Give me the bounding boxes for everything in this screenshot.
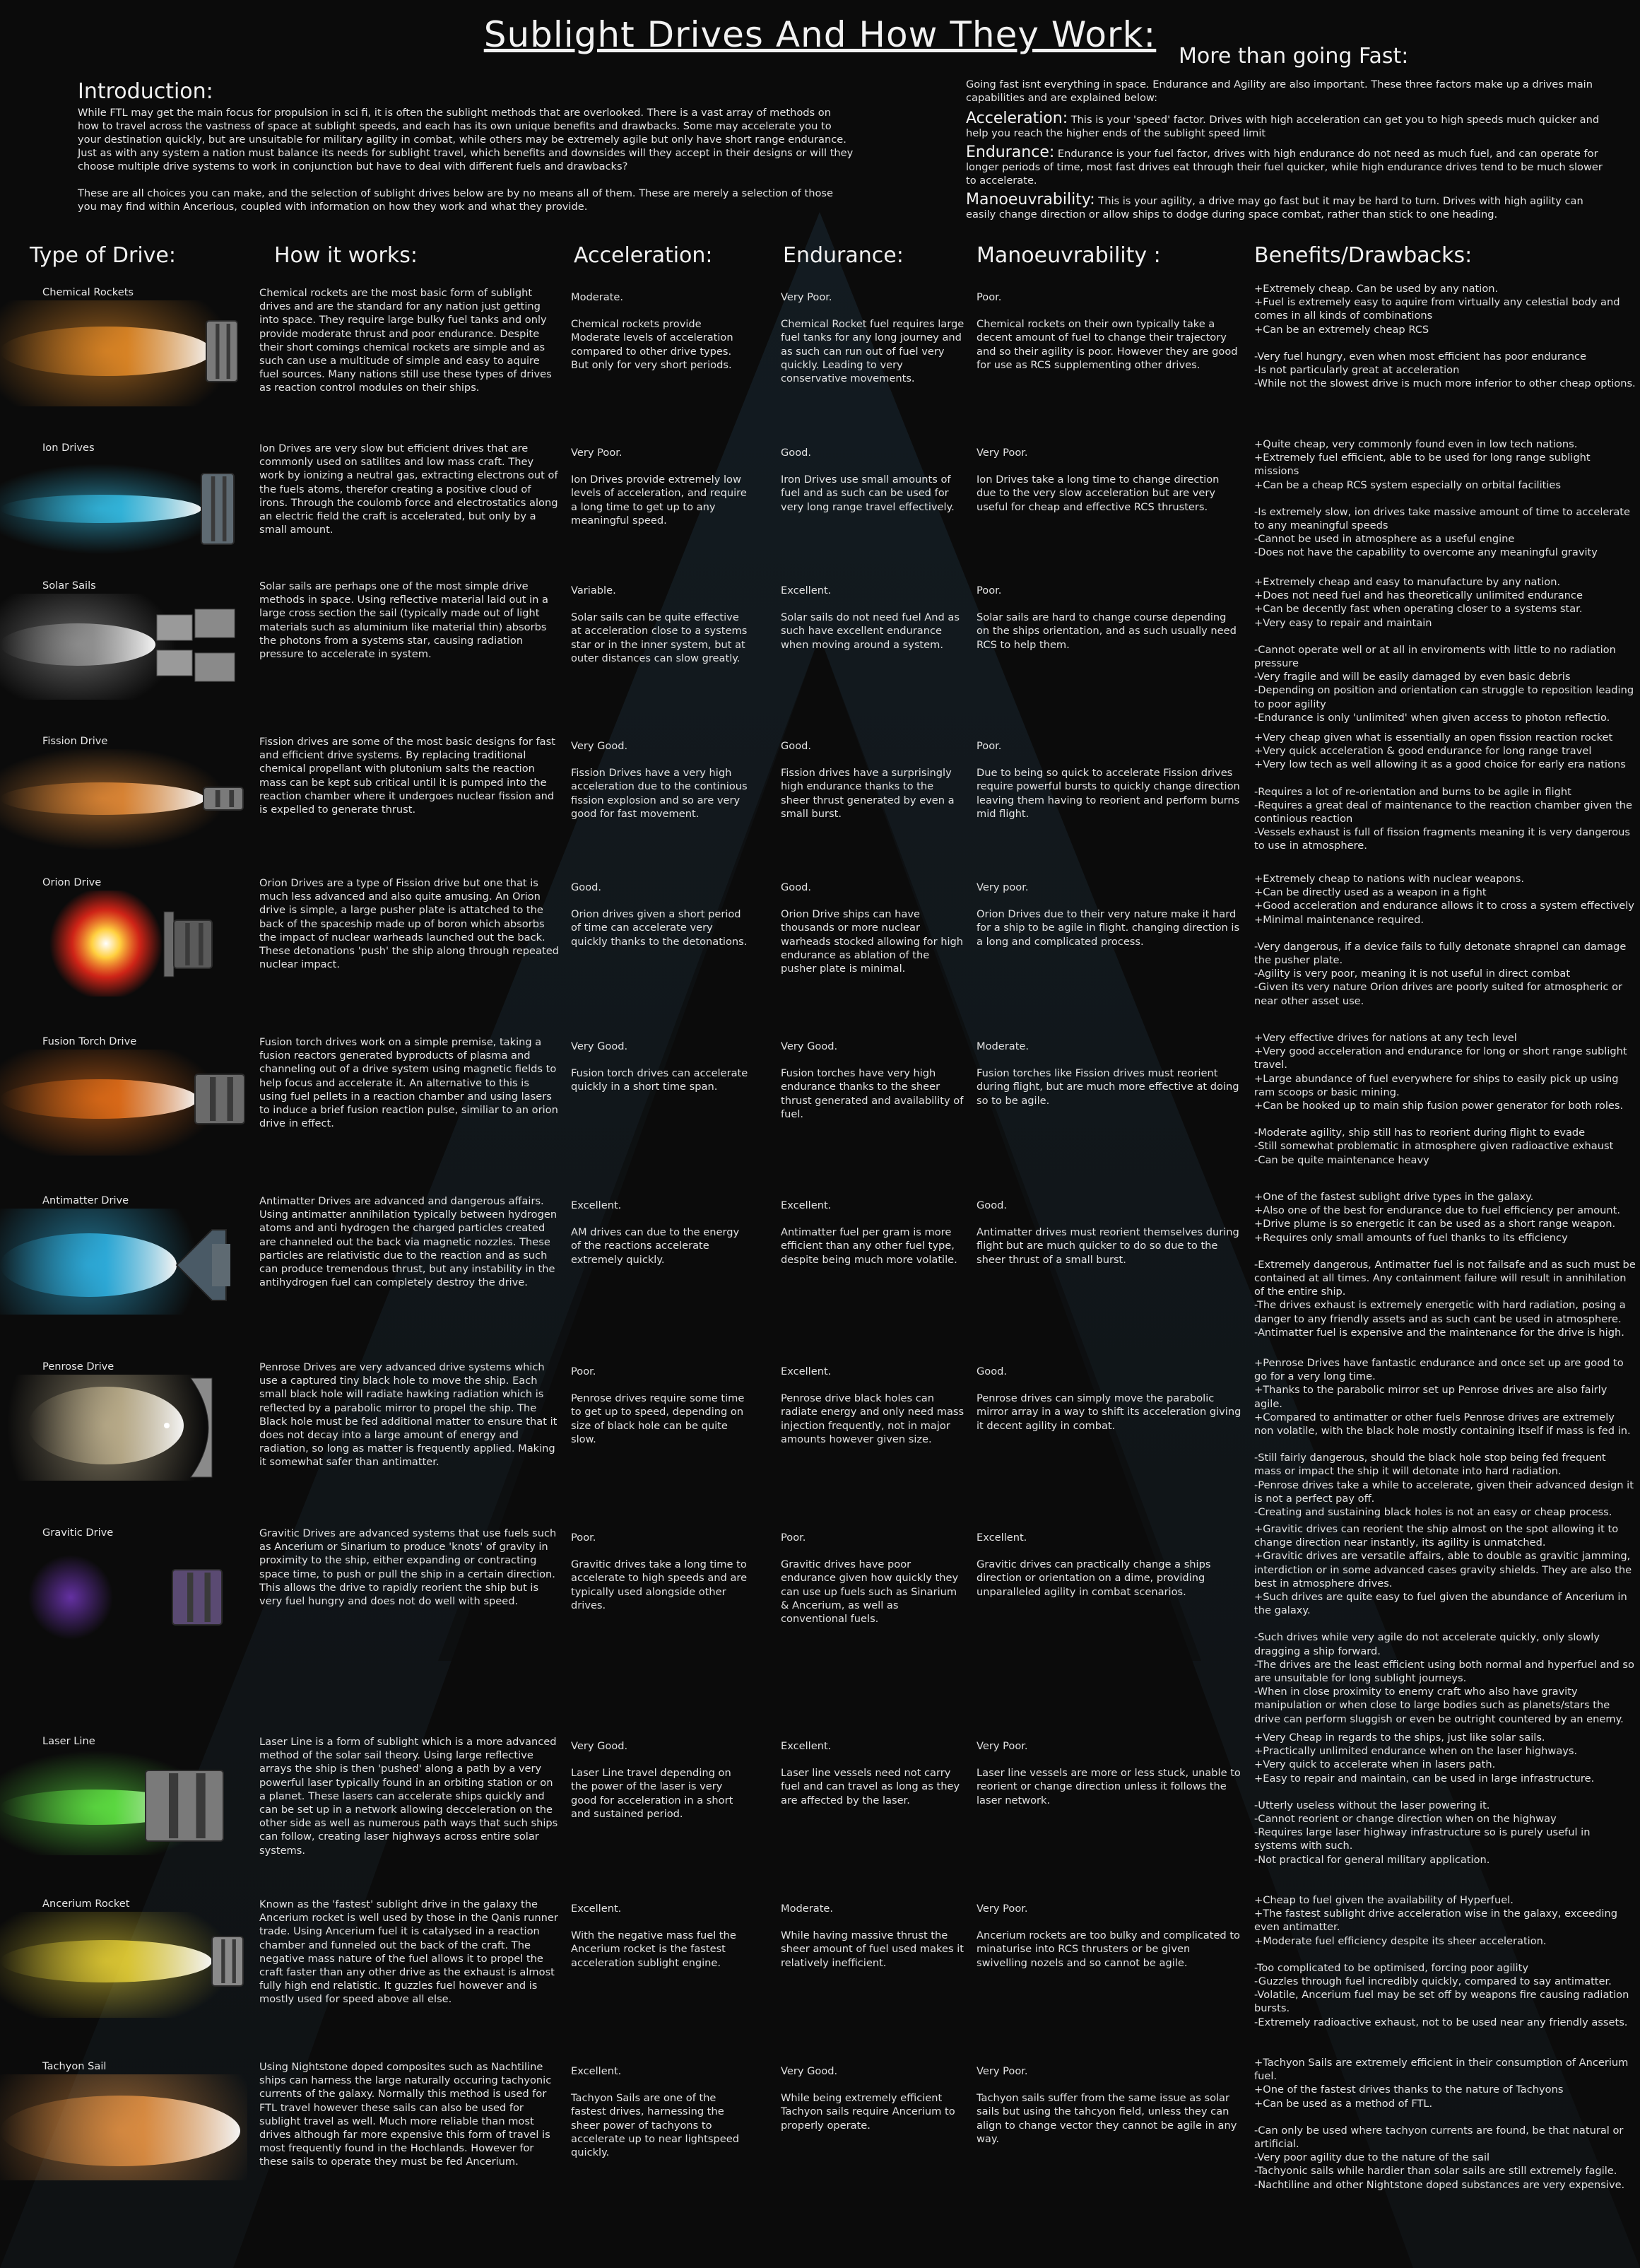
rating-explanation: While having massive thrust the sheer amount of fuel used makes it relatively inefficient. bbox=[781, 1929, 964, 1969]
drawback-item: -Tachyonic sails while hardier than solar sails are still extremely fagile. bbox=[1254, 2165, 1617, 2178]
endurance-cell bbox=[781, 1040, 964, 1121]
manoeuvrability-cell bbox=[977, 446, 1241, 514]
manoeuvrability-cell bbox=[977, 584, 1241, 652]
drawback-item: -Can only be used where tachyon currents are found, be that natural or artificial. bbox=[1254, 2124, 1624, 2151]
spacer bbox=[1254, 1617, 1636, 1631]
manoeuvrability-cell bbox=[977, 1365, 1241, 1433]
rating-label: Very Poor. bbox=[977, 2065, 1028, 2077]
rating-explanation: Solar sails do not need fuel And as such have excellent endurance when moving around a system. bbox=[781, 611, 960, 651]
how-it-works-text: Antimatter Drives are advanced and dangerous affairs. Using antimatter annihilation typically between hydrogen atoms and anti hydrogen the charged particles created are channeled out the back via magnetic nozzles. These particles are relativistic due to the reaction and as such can produce tremendous thrust, but any instability in the antihydrogen fuel can completely destroy the drive. bbox=[259, 1195, 558, 1289]
fact-manoeuvrability bbox=[966, 193, 1616, 221]
drawback-item: -Can be quite maintenance heavy bbox=[1254, 1153, 1429, 1166]
spacer bbox=[1254, 772, 1636, 785]
manoeuvrability-cell bbox=[977, 2064, 1241, 2146]
rating-explanation: Laser Line travel depending on the power of the laser is very good for acceleration in a short and sustained period. bbox=[571, 1767, 733, 1820]
drive-name: Antimatter Drive bbox=[42, 1194, 129, 1206]
column-header-benefits: Benefits/Drawbacks: bbox=[1254, 243, 1473, 268]
fact-manoeuvrability-name: Manoeuvrability: bbox=[966, 191, 1095, 208]
endurance-cell bbox=[781, 290, 964, 385]
drive-name: Fusion Torch Drive bbox=[42, 1035, 137, 1047]
benefit-item: +Gravitic drives can reorient the ship almost on the spot allowing it to change direction near instantly, its agility is unmatched. bbox=[1254, 1523, 1619, 1549]
drawback-item: -Not practical for general military application. bbox=[1254, 1853, 1490, 1866]
intro-paragraph-2: These are all choices you can make, and the selection of sublight drives below are by no means all of them. These are merely a selection of those you may find within Ancerious, coupled with information on how they work and what they provide. bbox=[78, 187, 833, 213]
drive-illustration-antimatter bbox=[0, 1209, 247, 1315]
rating-label: Poor. bbox=[977, 740, 1002, 752]
drawback-item: -Extremely radioactive exhaust, not to be used near any friendly assets. bbox=[1254, 2016, 1628, 2028]
rating-explanation: Penrose drives require some time to get up to speed, depending on size of black hole can be quite slow. bbox=[571, 1392, 745, 1445]
drive-name: Laser Line bbox=[42, 1735, 95, 1747]
endurance-cell bbox=[781, 1365, 964, 1446]
endurance-cell bbox=[781, 1902, 964, 1970]
rating-label: Good. bbox=[977, 1365, 1008, 1377]
endurance-cell bbox=[781, 1199, 964, 1267]
drive-svg bbox=[0, 1541, 247, 1647]
manoeuvrability-cell bbox=[977, 290, 1241, 372]
endurance-cell bbox=[781, 2064, 964, 2132]
how-it-works-text: Fusion torch drives work on a simple premise, taking a fusion reactors generated byproducts of plasma and channeling out of a drive system using magnetic fields to help focus and accelerate it. An alternative to this is using fuel pellets in a reaction chamber and using lasers to induce a brief fusion reaction pulse, similiar to an orion drive in effect. bbox=[259, 1036, 558, 1130]
how-it-works-text: Ion Drives are very slow but efficient drives that are commonly used on satilites and low mass craft. They work by ionizing a neutral gas, extracting electrons out of the fuels atoms, therefor creating a positive cloud of irons. Through the coulomb force and electrostatics along an electric field the craft is accelerated, but only by a small amount. bbox=[259, 442, 558, 536]
benefit-item: +Very Cheap in regards to the ships, just like solar sails. bbox=[1254, 1732, 1545, 1744]
spacer bbox=[1254, 2110, 1636, 2124]
acceleration-cell bbox=[571, 1040, 751, 1094]
drawback-item: -Vessels exhaust is full of fission fragments meaning it is very dangerous to use in atmosphere. bbox=[1254, 826, 1631, 852]
how-it-works-text: Penrose Drives are very advanced drive systems which use a captured tiny black hole to move the ship. Each small black hole will radiate hawking radiation which is reflected by a parabolic mirror to propel the ship. The Black hole must be fed additional matter to ensure that it does not decay into a large amount of energy and radiation, so long as matter is frequently applied. Making it somewhat safer than antimatter. bbox=[259, 1361, 558, 1469]
rating-label: Excellent. bbox=[781, 584, 832, 597]
rating-label: Good. bbox=[781, 740, 812, 752]
rating-explanation: Fusion torches have very high endurance thanks to the sheer thrust generated and availability of fuel. bbox=[781, 1067, 964, 1120]
rating-label: Excellent. bbox=[781, 1740, 832, 1752]
drawback-item: -Cannot reorient or change direction when on the highway bbox=[1254, 1813, 1557, 1826]
rating-label: Excellent. bbox=[781, 1199, 832, 1211]
benefit-item: +Very quick to accelerate when in lasers path. bbox=[1254, 1758, 1496, 1771]
benefits-drawbacks-cell bbox=[1254, 437, 1636, 560]
rating-label: Good. bbox=[781, 447, 812, 459]
rating-explanation: Penrose drives can simply move the parabolic mirror array in a way to shift its acceleration giving it decent agility in combat. bbox=[977, 1392, 1241, 1432]
spacer bbox=[1254, 1245, 1636, 1258]
rating-label: Very poor. bbox=[977, 881, 1029, 893]
rating-label: Moderate. bbox=[571, 291, 624, 303]
benefit-item: +Tachyon Sails are extremely efficient in their consumption of Ancerium fuel. bbox=[1254, 2057, 1629, 2083]
rating-explanation: Chemical rockets on their own typically take a decent amount of fuel to change their trajectory and so their agility is poor. However they are good for use as RCS supplementing other drives. bbox=[977, 318, 1238, 371]
rating-label: Very Good. bbox=[571, 1740, 628, 1752]
intro-text bbox=[78, 106, 855, 227]
drive-illustration-orion bbox=[0, 891, 247, 997]
manoeuvrability-cell bbox=[977, 1739, 1241, 1807]
benefits-drawbacks-cell bbox=[1254, 1522, 1636, 1726]
acceleration-cell bbox=[571, 1739, 751, 1821]
drive-name: Orion Drive bbox=[42, 876, 102, 888]
drive-name: Tachyon Sail bbox=[42, 2060, 107, 2072]
acceleration-cell bbox=[571, 1902, 751, 1970]
acceleration-cell bbox=[571, 446, 751, 527]
rating-explanation: Fission Drives have a very high acceleration due to the continious fission explosion and so are very good for fast movement. bbox=[571, 767, 748, 820]
column-header-manoeuvrability: Manoeuvrability : bbox=[977, 243, 1161, 268]
manoeuvrability-cell bbox=[977, 1902, 1241, 1970]
page-title: Sublight Drives And How They Work: bbox=[483, 14, 1157, 55]
benefit-item: +Extremely cheap and easy to manufacture by any nation. bbox=[1254, 576, 1561, 588]
drawback-item: -Very dangerous, if a device fails to fully detonate shrapnel can damage the pusher plate. bbox=[1254, 940, 1627, 967]
manoeuvrability-cell bbox=[977, 739, 1241, 821]
benefit-item: +Can be a cheap RCS system especially on orbital facilities bbox=[1254, 478, 1561, 491]
spacer bbox=[1254, 336, 1636, 350]
rating-label: Very Good. bbox=[781, 2065, 838, 2077]
benefit-item: +One of the fastest sublight drive types in the galaxy. bbox=[1254, 1191, 1534, 1203]
how-it-works-text: Laser Line is a form of sublight which is a more advanced method of the solar sail theory. Using large reflective arrays the ship is then 'pushed' along a path by a very powerful laser typically found in an orbiting station or on a planet. These lasers can accelerate ships quickly and can be set up in a network allowing decceleration on the other side as well as numerous path ways that such ships can follow, creating laser highways across entire solar systems. bbox=[259, 1736, 558, 1857]
rating-label: Variable. bbox=[571, 584, 616, 597]
rating-explanation: Penrose drive black holes can radiate energy and only need mass injection frequently, not in major amounts however given size. bbox=[781, 1392, 964, 1445]
rating-label: Very Good. bbox=[571, 740, 628, 752]
rating-explanation: Tachyon Sails are one of the fastest drives, harnessing the sheer power of tachyons to accelerate up to near lightspeed quickly. bbox=[571, 2092, 739, 2159]
drive-illustration-laser bbox=[0, 1749, 247, 1855]
benefits-drawbacks-cell bbox=[1254, 1731, 1636, 1867]
benefit-item: +Cheap to fuel given the availability of Hyperfuel. bbox=[1254, 1894, 1514, 1906]
drawback-item: -Is extremely slow, ion drives take massive amount of time to accelerate to any meaningful speeds bbox=[1254, 505, 1631, 532]
benefit-item: +Extremely fuel efficient, able to be used for long range sublight missions bbox=[1254, 452, 1591, 478]
rating-label: Moderate. bbox=[781, 1903, 834, 1915]
drive-svg bbox=[0, 1749, 247, 1855]
intro-paragraph-1: While FTL may get the main focus for propulsion in sci fi, it is often the sublight methods that are overlooked. There is a vast array of methods on how to travel across the vastness of space at sublight speeds, and each has its own unique benefits and drawbacks. Some may accelerate you to your destination quickly, but are unsuitable for military agility in combat, while others may be extremely agile but only have short range endurance. Just as with any system a nation must balance its needs for sublight travel, which benefits and downsides will they accept in their designs or will they choose multiple drive systems to work in conjunction but have to deal with different fuels and drawbacks? bbox=[78, 107, 854, 172]
rating-explanation: Due to being so quick to accelerate Fission drives require powerful bursts to quickly change direction leaving them having to reorient and perform burns mid flight. bbox=[977, 767, 1240, 820]
drawback-item: -Given its very nature Orion drives are poorly suited for atmospheric or near other asset use. bbox=[1254, 981, 1623, 1007]
drive-name: Fission Drive bbox=[42, 735, 108, 747]
rating-label: Poor. bbox=[781, 1532, 806, 1544]
endurance-cell bbox=[781, 1531, 964, 1626]
drawback-item: -Guzzles through fuel incredibly quickly, compared to say antimatter. bbox=[1254, 1975, 1612, 1988]
drive-illustration-fusion bbox=[0, 1050, 247, 1156]
rating-explanation: Gravitic drives can practically change a ships direction or orientation on a dime, providing unparalleled agility in combat scenarios. bbox=[977, 1558, 1211, 1598]
drive-name: Gravitic Drive bbox=[42, 1527, 114, 1539]
fact-acceleration bbox=[966, 112, 1616, 140]
drawback-item: -Volatile, Ancerium fuel may be set off by weapons fire causing radiation bursts. bbox=[1254, 1989, 1629, 2015]
drive-svg bbox=[0, 1375, 247, 1481]
endurance-cell bbox=[781, 1739, 964, 1807]
rating-label: Very Good. bbox=[781, 1040, 838, 1052]
rating-label: Good. bbox=[571, 881, 602, 893]
more-heading: More than going Fast: bbox=[1179, 44, 1409, 69]
drawback-item: -Penrose drives take a while to accelerate, given their advanced design it is not a perfect pay off. bbox=[1254, 1479, 1634, 1505]
drive-svg bbox=[0, 594, 247, 700]
benefits-drawbacks-cell bbox=[1254, 1190, 1636, 1339]
benefit-item: +Large abundance of fuel everywhere for ships to easily pick up using ram scoops or basic mining. bbox=[1254, 1072, 1619, 1098]
drawback-item: -Agility is very poor, meaning it is not useful in direct combat bbox=[1254, 968, 1571, 980]
acceleration-cell bbox=[571, 739, 751, 821]
benefit-item: +Penrose Drives have fantastic endurance and once set up are good to go for a very long time. bbox=[1254, 1357, 1624, 1383]
benefits-drawbacks-cell bbox=[1254, 1893, 1636, 2029]
rating-explanation: Tachyon sails suffer from the same issue as solar sails but using the tahcyon field, unless they can align to change vector they cannot be agile in any way. bbox=[977, 2092, 1237, 2145]
more-text bbox=[966, 78, 1616, 227]
acceleration-cell bbox=[571, 1199, 751, 1267]
benefit-item: +Very good acceleration and endurance for long or short range sublight travel. bbox=[1254, 1045, 1627, 1071]
benefits-drawbacks-cell bbox=[1254, 1031, 1636, 1167]
rating-label: Excellent. bbox=[781, 1365, 832, 1377]
drawback-item: -Does not have the capability to overcome any meaningful gravity bbox=[1254, 546, 1598, 559]
column-header-how: How it works: bbox=[274, 243, 418, 268]
rating-label: Excellent. bbox=[571, 1903, 622, 1915]
endurance-cell bbox=[781, 739, 964, 821]
drive-illustration-penrose bbox=[0, 1375, 247, 1481]
drawback-item: -Very fuel hungry, even when most efficient has poor endurance bbox=[1254, 350, 1587, 363]
fact-manoeuvrability-text: This is your agility, a drive may go fast but it may be hard to turn. Drives with high agility can easily change direction or allow ships to dodge during space combat, rather than stick to one heading. bbox=[966, 195, 1583, 221]
benefit-item: +Drive plume is so energetic it can be used as a short range weapon. bbox=[1254, 1218, 1616, 1230]
fact-endurance-name: Endurance: bbox=[966, 143, 1055, 161]
rating-explanation: Fusion torch drives can accelerate quickly in a short time span. bbox=[571, 1067, 748, 1093]
drawback-item: -The drives exhaust is extremely energetic with hard radiation, posing a danger to any friendly assets and as such cant be used in atmosphere. bbox=[1254, 1299, 1626, 1325]
rating-explanation: AM drives can due to the energy of the reactions accelerate extremely quickly. bbox=[571, 1226, 740, 1266]
acceleration-cell bbox=[571, 2064, 751, 2159]
drive-name: Ion Drives bbox=[42, 442, 95, 454]
manoeuvrability-cell bbox=[977, 1040, 1241, 1107]
drawback-item: -The drives are the least efficient using both normal and hyperfuel and so are unsuitable for long sublight journeys. bbox=[1254, 1658, 1634, 1685]
benefit-item: +Can be decently fast when operating closer to a systems star. bbox=[1254, 603, 1583, 616]
spacer bbox=[1254, 1112, 1636, 1126]
rating-label: Good. bbox=[977, 1199, 1008, 1211]
fact-acceleration-name: Acceleration: bbox=[966, 110, 1068, 127]
intro-heading: Introduction: bbox=[78, 79, 213, 104]
spacer bbox=[1254, 1785, 1636, 1799]
drawback-item: -Requires a lot of re-orientation and burns to be agile in flight bbox=[1254, 785, 1571, 798]
manoeuvrability-cell bbox=[977, 1199, 1241, 1267]
drawback-item: -Too complicated to be optimised, forcing poor agility bbox=[1254, 1961, 1528, 1974]
rating-label: Excellent. bbox=[571, 1199, 622, 1211]
benefit-item: +Very effective drives for nations at any tech level bbox=[1254, 1032, 1517, 1044]
rating-explanation: Gravitic drives have poor endurance given how quickly they can use up fuels such as Sinarium & Ancerium, as well as conventional fuels. bbox=[781, 1558, 959, 1626]
benefit-item: +Practically unlimited endurance when on the laser highways. bbox=[1254, 1745, 1578, 1758]
drive-svg bbox=[0, 2074, 247, 2180]
benefits-drawbacks-cell bbox=[1254, 575, 1636, 724]
benefit-item: +Can be used as a method of FTL. bbox=[1254, 2097, 1433, 2110]
rating-explanation: Laser line vessels are more or less stuck, unable to reorient or change direction unless it follows the laser network. bbox=[977, 1767, 1241, 1806]
drive-illustration-ion bbox=[0, 456, 247, 562]
drawback-item: -Antimatter fuel is expensive and the maintenance for the drive is high. bbox=[1254, 1326, 1624, 1339]
drawback-item: -Still fairly dangerous, should the black hole stop being fed frequent mass or impact the ship it will detonate into hard radiation. bbox=[1254, 1452, 1606, 1478]
rating-label: Very Poor. bbox=[977, 1903, 1028, 1915]
drive-illustration-solar bbox=[0, 594, 247, 700]
drawback-item: -Still somewhat problematic in atmosphere given radioactive exhaust bbox=[1254, 1140, 1614, 1153]
benefit-item: +Such drives are quite easy to fuel given the abundance of Ancerium in the galaxy. bbox=[1254, 1591, 1627, 1617]
rating-explanation: Chemical Rocket fuel requires large fuel tanks for any long journey and as such can run out of fuel very quickly. Leading to very conservative movements. bbox=[781, 318, 964, 385]
rating-explanation: Orion Drive ships can have thousands or more nuclear warheads stocked allowing for high endurance as ablation of the pusher plate is minimal. bbox=[781, 908, 964, 975]
acceleration-cell bbox=[571, 584, 751, 665]
rating-label: Poor. bbox=[977, 584, 1002, 597]
more-intro: Going fast isnt everything in space. Endurance and Agility are also important. These three factors make up a drives main capabilities and are explained below: bbox=[966, 78, 1593, 104]
benefit-item: +Easy to repair and maintain, can be used in large infrastructure. bbox=[1254, 1772, 1595, 1785]
benefit-item: +Extremely cheap to nations with nuclear weapons. bbox=[1254, 873, 1525, 885]
drive-svg bbox=[0, 1050, 247, 1156]
rating-explanation: Chemical rockets provide Moderate levels of acceleration compared to other drive types. But only for very short periods. bbox=[571, 318, 733, 371]
benefit-item: +Gravitic drives are versatile affairs, able to double as gravitic jamming, interdiction or in some advanced cases gravity shields. They are also the best in atmosphere drives. bbox=[1254, 1550, 1632, 1590]
drawback-item: -Is not particularly great at acceleration bbox=[1254, 364, 1460, 377]
drive-name: Chemical Rockets bbox=[42, 286, 134, 298]
benefits-drawbacks-cell bbox=[1254, 2056, 1636, 2192]
drive-name: Ancerium Rocket bbox=[42, 1898, 130, 1910]
benefit-item: +Also one of the best for endurance due to fuel efficiency per amount. bbox=[1254, 1204, 1621, 1217]
acceleration-cell bbox=[571, 290, 751, 372]
acceleration-cell bbox=[571, 1365, 751, 1446]
rating-label: Very Poor. bbox=[977, 1740, 1028, 1752]
benefit-item: +Thanks to the parabolic mirror set up Penrose drives are also fairly agile. bbox=[1254, 1384, 1607, 1410]
benefit-item: +Can be hooked up to main ship fusion power generator for both roles. bbox=[1254, 1100, 1624, 1112]
rating-explanation: Solar sails can be quite effective at acceleration close to a systems star or in the inner system, but at outer distances can slow greatly. bbox=[571, 611, 748, 664]
drive-svg bbox=[0, 1209, 247, 1315]
rating-explanation: Laser line vessels need not carry fuel and can travel as long as they are affected by the laser. bbox=[781, 1767, 960, 1806]
rating-explanation: Solar sails are hard to change course depending on the ships orientation, and as such usually need RCS to help them. bbox=[977, 611, 1237, 651]
drawback-item: -Depending on position and orientation can struggle to reposition leading to poor agility bbox=[1254, 684, 1634, 710]
benefit-item: +Requires only small amounts of fuel thanks to its efficiency bbox=[1254, 1231, 1568, 1244]
drawback-item: -Very poor agility due to the nature of the sail bbox=[1254, 2151, 1490, 2164]
drawback-item: -Requires a great deal of maintenance to the reaction chamber given the continious reaction bbox=[1254, 799, 1633, 825]
benefit-item: +Does not need fuel and has theoretically unlimited endurance bbox=[1254, 589, 1583, 602]
rating-explanation: Gravitic drives take a long time to accelerate to high speeds and are typically used alongside other drives. bbox=[571, 1558, 748, 1611]
drive-svg bbox=[0, 300, 247, 406]
spacer bbox=[1254, 492, 1636, 505]
acceleration-cell bbox=[571, 1531, 751, 1612]
rating-explanation: Ion Drives take a long time to change direction due to the very slow acceleration but are very useful for cheap and effective RCS thrusters. bbox=[977, 474, 1220, 513]
benefits-drawbacks-cell bbox=[1254, 731, 1636, 853]
benefit-item: +Quite cheap, very commonly found even in low tech nations. bbox=[1254, 438, 1578, 450]
rating-explanation: Orion Drives due to their very nature make it hard for a ship to be agile in flight. changing direction is a long and complicated process. bbox=[977, 908, 1240, 948]
fact-acceleration-text: This is your 'speed' factor. Drives with high acceleration can get you to high speeds much quicker and help you reach the higher ends of the sublight speed limit bbox=[966, 114, 1600, 139]
endurance-cell bbox=[781, 881, 964, 975]
fact-endurance bbox=[966, 143, 1616, 187]
benefit-item: +Very quick acceleration & good endurance for long range travel bbox=[1254, 745, 1592, 758]
rating-explanation: Ion Drives provide extremely low levels of acceleration, and require a long time to get up to any meaningful speed. bbox=[571, 474, 747, 527]
benefit-item: +Moderate fuel efficiency despite its sheer acceleration. bbox=[1254, 1934, 1547, 1947]
drawback-item: -Extremely dangerous, Antimatter fuel is not failsafe and as such must be contained at all times. Any containment failure will result in annihilation of the entire ship. bbox=[1254, 1258, 1636, 1298]
benefit-item: +Good acceleration and endurance allows it to cross a system effectively bbox=[1254, 900, 1634, 912]
rating-label: Excellent. bbox=[977, 1532, 1027, 1544]
drawback-item: -When in close proximity to enemy craft who also have gravity manipulation or when close to large bodies such as planets/stars the drive can perform sluggish or even be outright countered by an enemy. bbox=[1254, 1686, 1624, 1725]
acceleration-cell bbox=[571, 881, 751, 948]
drive-illustration-chem bbox=[0, 300, 247, 406]
benefit-item: +Very cheap given what is essentially an open fission reaction rocket bbox=[1254, 731, 1613, 744]
rating-explanation: Iron Drives use small amounts of fuel and as such can be used for very long range travel effectively. bbox=[781, 474, 955, 513]
column-header-acceleration: Acceleration: bbox=[574, 243, 713, 268]
drive-illustration-tachyon bbox=[0, 2074, 247, 2180]
drive-svg bbox=[0, 1912, 247, 2018]
endurance-cell bbox=[781, 584, 964, 652]
rating-label: Poor. bbox=[977, 291, 1002, 303]
rating-label: Poor. bbox=[571, 1532, 596, 1544]
drive-svg bbox=[0, 456, 247, 562]
drive-illustration-gravitic bbox=[0, 1541, 247, 1647]
drive-svg bbox=[0, 891, 247, 997]
drawback-item: -Creating and sustaining black holes is not an easy or cheap process. bbox=[1254, 1506, 1612, 1519]
drive-illustration-ancerium bbox=[0, 1912, 247, 2018]
endurance-cell bbox=[781, 446, 964, 514]
benefit-item: +Can be an extremely cheap RCS bbox=[1254, 323, 1429, 336]
drawback-item: -Very fragile and will be easily damaged by even basic debris bbox=[1254, 671, 1571, 683]
drive-name: Solar Sails bbox=[42, 580, 96, 592]
rating-explanation: Ancerium rockets are too bulky and complicated to minaturise into RCS thrusters or be given swivelling nozels and so cannot be agile. bbox=[977, 1929, 1240, 1969]
drive-svg bbox=[0, 749, 247, 855]
rating-label: Good. bbox=[781, 881, 812, 893]
manoeuvrability-cell bbox=[977, 1531, 1241, 1599]
drawback-item: -Cannot be used in atmosphere as a useful engine bbox=[1254, 533, 1515, 546]
rating-explanation: While being extremely efficient Tachyon sails require Ancerium to properly operate. bbox=[781, 2092, 955, 2132]
rating-explanation: Orion drives given a short period of time can accelerate very quickly thanks to the detonations. bbox=[571, 908, 748, 948]
spacer bbox=[1254, 1948, 1636, 1961]
benefits-drawbacks-cell bbox=[1254, 1356, 1636, 1519]
drawback-item: -While not the slowest drive is much more inferior to other cheap options. bbox=[1254, 377, 1636, 390]
drawback-item: -Requires large laser highway infrastructure so is purely useful in systems with such. bbox=[1254, 1826, 1591, 1852]
spacer bbox=[1254, 1438, 1636, 1451]
rating-explanation: Fission drives have a surprisingly high endurance thanks to the sheer thrust generated by even a small burst. bbox=[781, 767, 955, 820]
rating-explanation: Antimatter fuel per gram is more efficient than any other fuel type, despite being much more volatile. bbox=[781, 1226, 957, 1266]
benefits-drawbacks-cell bbox=[1254, 872, 1636, 1008]
benefit-item: +Extremely cheap. Can be used by any nation. bbox=[1254, 283, 1499, 295]
rating-label: Excellent. bbox=[571, 2065, 622, 2077]
benefit-item: +Compared to antimatter or other fuels Penrose drives are extremely non volatile, with the black hole mostly containing itself if mass is fed in. bbox=[1254, 1411, 1631, 1438]
benefits-drawbacks-cell bbox=[1254, 282, 1636, 390]
rating-explanation: With the negative mass fuel the Ancerium rocket is the fastest acceleration sublight engine. bbox=[571, 1929, 736, 1969]
how-it-works-text: Chemical rockets are the most basic form of sublight drives and are the standard for any nation just getting into space. They require large bulky fuel tanks and only provide moderate thrust and poor endurance. Despite their short comings chemical rockets are simple and as such can use a multitude of simple and easy to aquire fuel sources. Many nations still use these types of drives as reaction control modules on their ships. bbox=[259, 287, 552, 394]
drawback-item: -Cannot operate well or at all in enviroments with little to no radiation pressure bbox=[1254, 643, 1616, 670]
column-header-endurance: Endurance: bbox=[783, 243, 904, 268]
benefit-item: +Can be directly used as a weapon in a fight bbox=[1254, 886, 1487, 899]
column-header-type: Type of Drive: bbox=[30, 243, 176, 268]
spacer bbox=[1254, 630, 1636, 643]
rating-explanation: Fusion torches like Fission drives must reorient during flight, but are much more effective at doing so to be agile. bbox=[977, 1067, 1239, 1107]
drive-illustration-fission bbox=[0, 749, 247, 855]
benefit-item: +Very low tech as well allowing it as a good choice for early era nations bbox=[1254, 758, 1626, 771]
rating-label: Very Poor. bbox=[781, 291, 832, 303]
how-it-works-text: Fission drives are some of the most basic designs for fast and efficient drive systems. By replacing traditional chemical propellant with plutonium salts the reaction mass can be kept sub critical until it is pumped into the reaction chamber where it undergoes nuclear fission and is expelled to generate thrust. bbox=[259, 736, 555, 816]
rating-label: Very Poor. bbox=[977, 447, 1028, 459]
benefit-item: +One of the fastest drives thanks to the nature of Tachyons bbox=[1254, 2084, 1564, 2096]
benefit-item: +The fastest sublight drive acceleration wise in the galaxy, exceeding even antimatter. bbox=[1254, 1908, 1617, 1934]
how-it-works-text: Using Nightstone doped composites such as Nachtiline ships can harness the large naturally occuring tachyonic currents of the galaxy. Normally this method is used for FTL travel however these sails can also be used for sublight travel as well. Much more reliable than most drives although far more expensive this form of travel is most frequently found in the Hochlands. However for these sails to operate they must be fed Ancerium. bbox=[259, 2061, 552, 2168]
drawback-item: -Moderate agility, ship still has to reorient during flight to evade bbox=[1254, 1127, 1586, 1139]
rating-label: Poor. bbox=[571, 1365, 596, 1377]
spacer bbox=[1254, 927, 1636, 940]
rating-label: Very Good. bbox=[571, 1040, 628, 1052]
drawback-item: -Such drives while very agile do not accelerate quickly, only slowly dragging a ship forward. bbox=[1254, 1631, 1600, 1657]
drive-name: Penrose Drive bbox=[42, 1361, 114, 1373]
drawback-item: -Endurance is only 'unlimited' when given access to photon reflectio. bbox=[1254, 711, 1610, 724]
manoeuvrability-cell bbox=[977, 881, 1241, 948]
rating-explanation: Antimatter drives must reorient themselves during flight but are much quicker to do so due to the sheer thrust of a small burst. bbox=[977, 1226, 1239, 1266]
fact-endurance-text: Endurance is your fuel factor, drives with high endurance do not need as much fuel, and can operate for longer periods of time, most fast drives eat through their fuel quicker, while high endurance drives tend to be much slower to accelerate. bbox=[966, 148, 1603, 187]
how-it-works-text: Orion Drives are a type of Fission drive but one that is much less advanced and also quite amusing. An Orion drive is simple, a large pusher plate is attatched to the back of the spaceship made up of boron which absorbs the impact of nuclear warheads launched out the back. These detonations 'push' the ship along through repeated nuclear impact. bbox=[259, 877, 559, 971]
rating-label: Moderate. bbox=[977, 1040, 1030, 1052]
benefit-item: +Very easy to repair and maintain bbox=[1254, 616, 1432, 629]
benefit-item: +Minimal maintenance required. bbox=[1254, 913, 1424, 926]
how-it-works-text: Solar sails are perhaps one of the most simple drive methods in space. Using reflective material laid out in a large cross section the sail (typically made out of light materials such as aluminium like material thin) absorbs the photons from a systems star, causing radiation pressure to accelerate in system. bbox=[259, 580, 548, 661]
drawback-item: -Utterly useless without the laser powering it. bbox=[1254, 1799, 1490, 1811]
drawback-item: -Nachtiline and other Nightstone doped substances are very expensive. bbox=[1254, 2178, 1625, 2191]
rating-label: Very Poor. bbox=[571, 447, 623, 459]
how-it-works-text: Gravitic Drives are advanced systems that use fuels such as Ancerium or Sinarium to produce 'knots' of gravity in proximity to the ship, either expanding or contracting space time, to push or pull the ship in a certain direction. This allows the drive to rapidly reorient the ship but is very fuel hungry and does not do well with speed. bbox=[259, 1527, 557, 1608]
how-it-works-text: Known as the 'fastest' sublight drive in the galaxy the Ancerium rocket is well used by those in the Qanis runner trade. Using Ancerium fuel it is catalysed in a reaction chamber and funneled out the back of the craft. The negative mass nature of the fuel allows it to propel the craft faster than any other drive as the exhaust is almost fully high end relatistic. It guzzles fuel however and is mostly used for speed above all else. bbox=[259, 1898, 558, 2006]
benefit-item: +Fuel is extremely easy to aquire from virtually any celestial body and comes in all kinds of combinations bbox=[1254, 296, 1620, 322]
